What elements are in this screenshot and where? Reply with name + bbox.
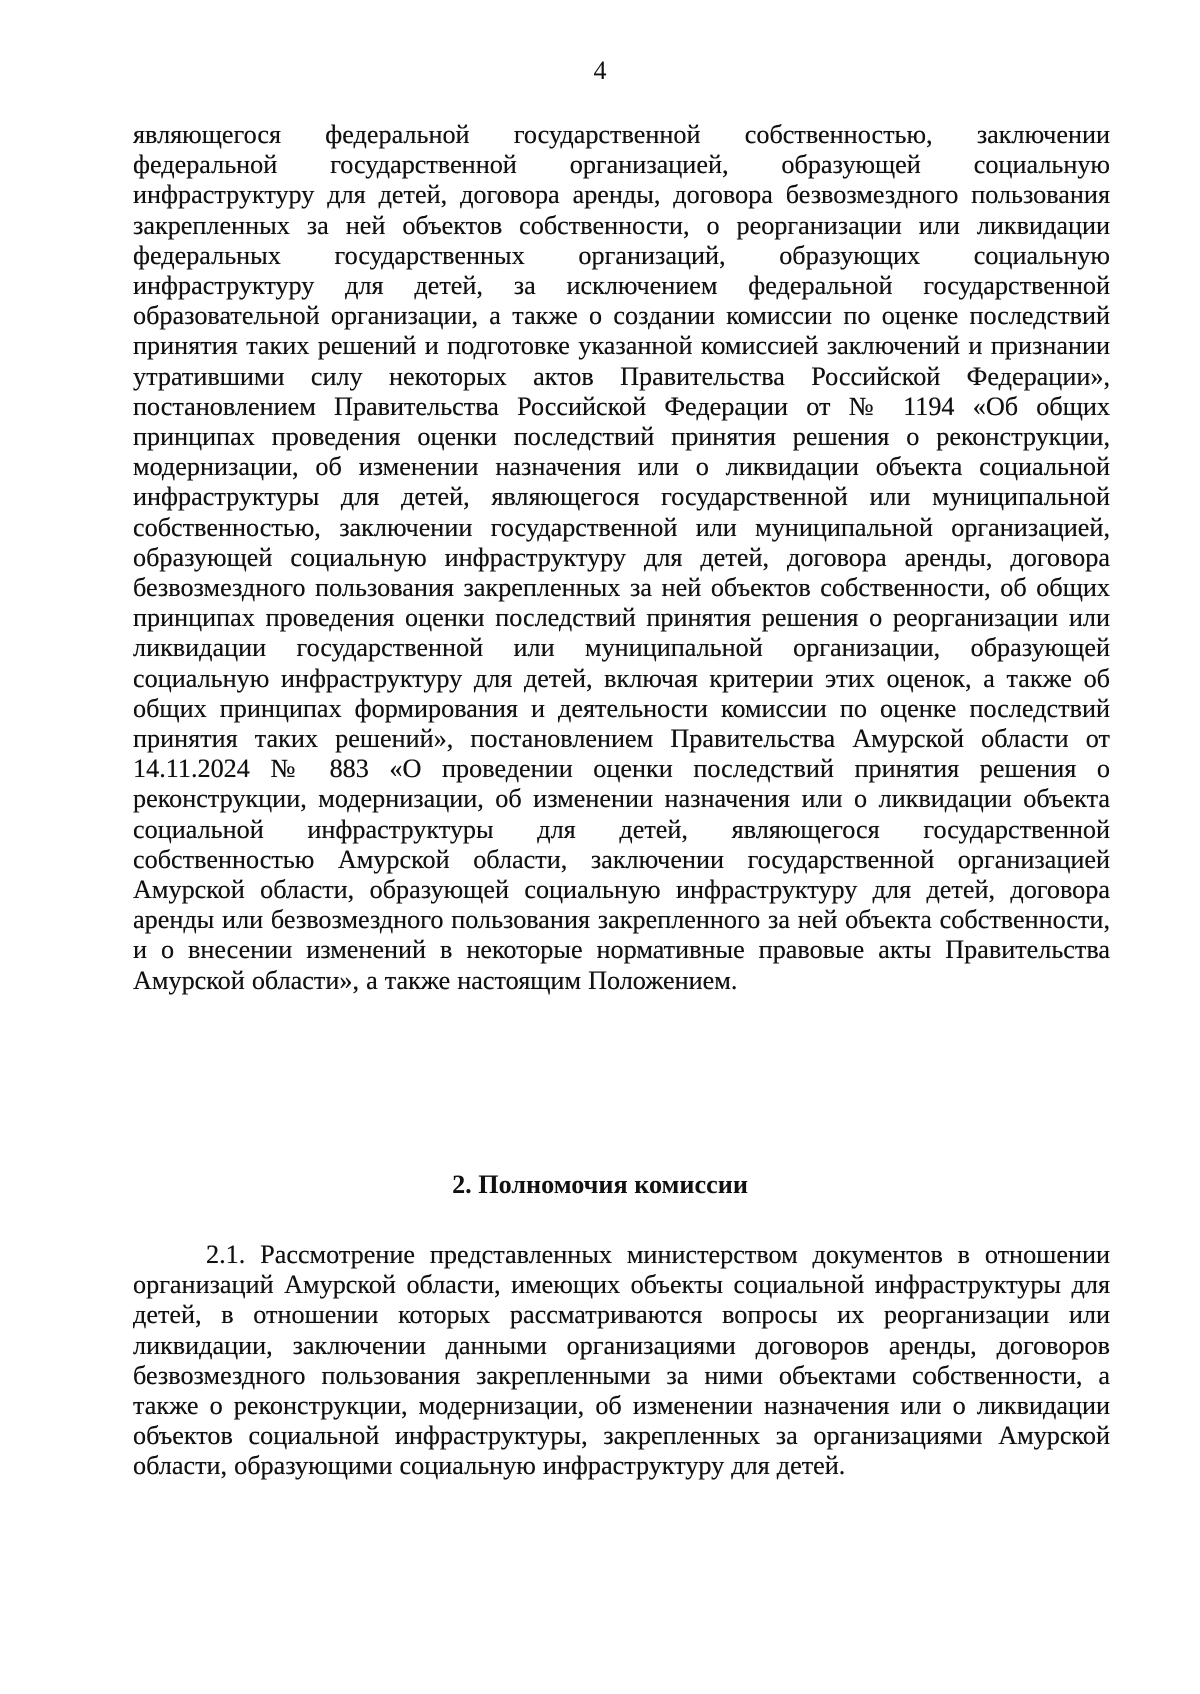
continuation-paragraph: являющегося федеральной государственной собственностью, заключении федеральной государственной организацией, образующей социальную инфраструктуру для детей, договора аренды, договора безвозмездного пользования закрепленных за ней объектов собственности, о реорганизации или ликвидации федеральных государственных организаций, образующих социальную инфраструктуру для детей, за исключением федеральной государственной образовательной организации, а также о создании комиссии по оценке последствий принятия таких решений и подготовке указанной комиссией заключений и признании утратившими силу некоторых актов Правительства Российской Федерации», постановлением Правительства Российской Федерации от № 1194 «Об общих принципах проведения оценки последствий принятия решения о реконструкции, модернизации, об изменении назначения или о ликвидации объекта социальной инфраструктуры для детей, являющегося государственной или муниципальной собственностью, заключении государственной или муниципальной организацией, образующей социальную инфраструктуру для детей, договора аренды, договора безвозмездного пользования закрепленных за ней объектов собственности, об общих принципах проведения оценки последствий принятия решения о реорганизации или ликвидации государственной или муниципальной организации, образующей социальную инфраструктуру для детей, включая критерии этих оценок, а также об общих принципах формирования и деятельности комиссии по оценке последствий принятия таких решений», постановлением Правительства Амурской области от 14.11.2024 № 883 «О проведении оценки последствий принятия решения о реконструкции, модернизации, об изменении назначения или о ликвидации объекта социальной инфраструктуры для детей, являющегося государственной собственностью Амурской области, заключении государственной организацией Амурской области, образующей социальную инфраструктуру для детей, договора аренды или безвозмездного пользования закрепленного за ней объекта собственности, и о внесении изменений в некоторые нормативные правовые акты Правительства Амурской области», а также настоящим Положением. <box>133 120 1110 995</box>
section-heading: 2. Полномочия комиссии <box>452 1170 748 1199</box>
clause-2-1-paragraph: 2.1. Рассмотрение представленных министерством документов в отношении организаций Амурской области, имеющих объекты социальной инфраструктуры для детей, в отношении которых рассматриваются вопросы их реорганизации или ликвидации, заключении данными организациями договоров аренды, договоров безвозмездного пользования закрепленными за ними объектами собственности, а также о реконструкции, модернизации, об изменении назначения или о ликвидации объектов социальной инфраструктуры, закрепленных за организациями Амурской области, образующими социальную инфраструктуру для детей. <box>133 1240 1110 1481</box>
page-number: 4 <box>593 56 607 85</box>
